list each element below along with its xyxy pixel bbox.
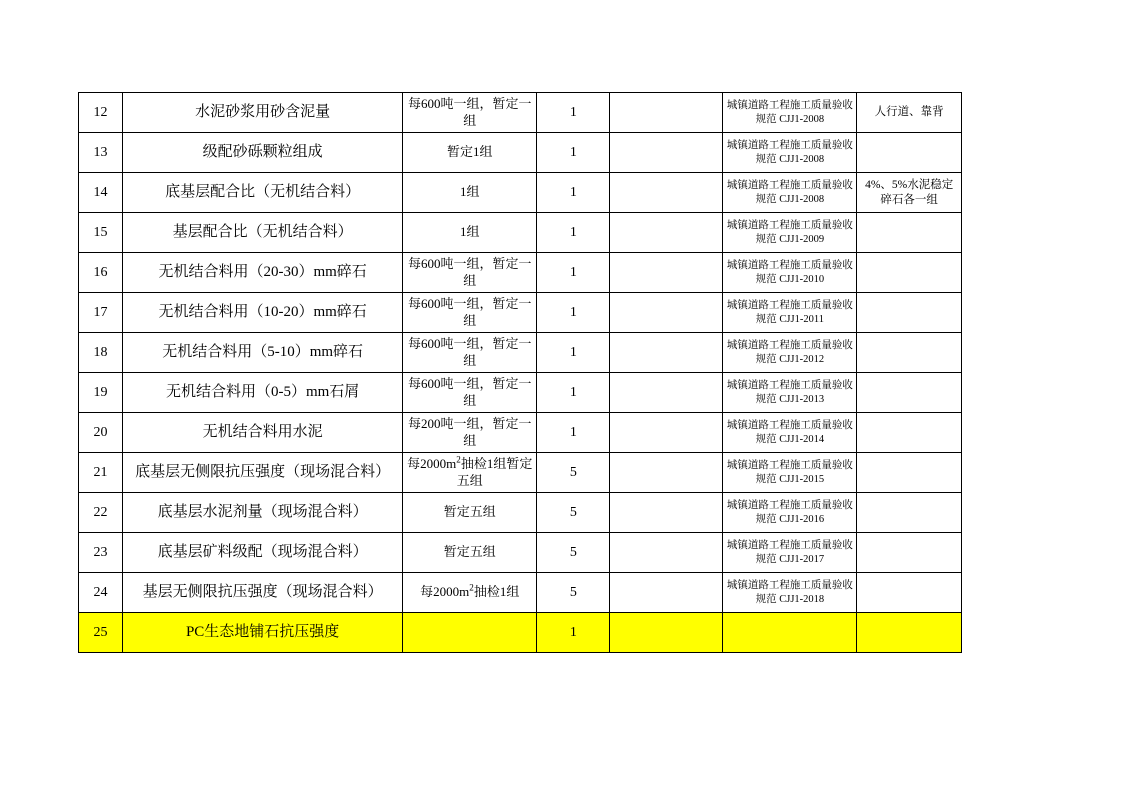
cell-item: 底基层配合比（无机结合料）	[122, 173, 402, 213]
cell-remark	[857, 293, 962, 333]
cell-frequency: 暂定五组	[403, 493, 537, 533]
table-row	[79, 493, 962, 533]
cell-blank	[610, 253, 723, 293]
cell-quantity: 1	[537, 253, 610, 293]
cell-frequency: 每600吨一组，暂定一组	[403, 293, 537, 333]
table-row	[79, 613, 962, 653]
cell-quantity: 1	[537, 293, 610, 333]
cell-quantity: 5	[537, 493, 610, 533]
cell-no: 15	[79, 213, 123, 253]
cell-no: 24	[79, 573, 123, 613]
cell-item: 基层无侧限抗压强度（现场混合料）	[122, 573, 402, 613]
cell-no: 21	[79, 453, 123, 493]
inspection-plan-sheet	[78, 92, 962, 653]
table-row	[79, 293, 962, 333]
cell-item: 级配砂砾颗粒组成	[122, 133, 402, 173]
cell-frequency: 暂定五组	[403, 533, 537, 573]
cell-remark	[857, 213, 962, 253]
cell-item: 无机结合料用（0-5）mm石屑	[122, 373, 402, 413]
table-row	[79, 253, 962, 293]
cell-blank	[610, 533, 723, 573]
cell-remark	[857, 333, 962, 373]
cell-no: 23	[79, 533, 123, 573]
cell-item: 底基层无侧限抗压强度（现场混合料）	[122, 453, 402, 493]
cell-no: 12	[79, 93, 123, 133]
cell-blank	[610, 173, 723, 213]
cell-standard: 城镇道路工程施工质量验收规范 CJJ1-2012	[723, 333, 857, 373]
cell-no: 13	[79, 133, 123, 173]
inspection-items-table	[78, 92, 962, 653]
cell-remark	[857, 453, 962, 493]
table-row	[79, 413, 962, 453]
cell-blank	[610, 333, 723, 373]
cell-frequency: 每$2000m^2$抽检1组	[403, 573, 537, 613]
cell-standard: 城镇道路工程施工质量验收规范 CJJ1-2017	[723, 533, 857, 573]
cell-standard: 城镇道路工程施工质量验收规范 CJJ1-2010	[723, 253, 857, 293]
cell-remark: 4%、5%水泥稳定碎石各一组	[857, 173, 962, 213]
cell-standard: 城镇道路工程施工质量验收规范 CJJ1-2008	[723, 133, 857, 173]
cell-frequency: 每600吨一组，暂定一组	[403, 373, 537, 413]
cell-remark	[857, 533, 962, 573]
cell-quantity: 1	[537, 173, 610, 213]
cell-blank	[610, 373, 723, 413]
cell-standard: 城镇道路工程施工质量验收规范 CJJ1-2018	[723, 573, 857, 613]
cell-item: 基层配合比（无机结合料）	[122, 213, 402, 253]
cell-item: 底基层矿料级配（现场混合料）	[122, 533, 402, 573]
table-row	[79, 373, 962, 413]
cell-item: 无机结合料用（10-20）mm碎石	[122, 293, 402, 333]
cell-item: 无机结合料用（20-30）mm碎石	[122, 253, 402, 293]
cell-quantity: 1	[537, 373, 610, 413]
table-row	[79, 453, 962, 493]
cell-standard	[723, 613, 857, 653]
cell-standard: 城镇道路工程施工质量验收规范 CJJ1-2013	[723, 373, 857, 413]
cell-quantity: 5	[537, 533, 610, 573]
cell-standard: 城镇道路工程施工质量验收规范 CJJ1-2008	[723, 93, 857, 133]
cell-blank	[610, 133, 723, 173]
cell-blank	[610, 93, 723, 133]
cell-quantity: 5	[537, 453, 610, 493]
cell-quantity: 1	[537, 333, 610, 373]
cell-quantity: 1	[537, 133, 610, 173]
cell-no: 14	[79, 173, 123, 213]
cell-frequency: 1组	[403, 213, 537, 253]
cell-remark	[857, 373, 962, 413]
cell-frequency: 每600吨一组，暂定一组	[403, 333, 537, 373]
cell-remark	[857, 413, 962, 453]
cell-standard: 城镇道路工程施工质量验收规范 CJJ1-2015	[723, 453, 857, 493]
cell-quantity: 1	[537, 93, 610, 133]
cell-item: 底基层水泥剂量（现场混合料）	[122, 493, 402, 533]
cell-frequency: 每$2000m^2$抽检1组暂定五组	[403, 453, 537, 493]
cell-standard: 城镇道路工程施工质量验收规范 CJJ1-2009	[723, 213, 857, 253]
cell-item: 无机结合料用水泥	[122, 413, 402, 453]
table-row	[79, 173, 962, 213]
cell-standard: 城镇道路工程施工质量验收规范 CJJ1-2014	[723, 413, 857, 453]
cell-quantity: 1	[537, 213, 610, 253]
cell-frequency	[403, 613, 537, 653]
cell-blank	[610, 613, 723, 653]
cell-item: PC生态地铺石抗压强度	[122, 613, 402, 653]
cell-blank	[610, 293, 723, 333]
cell-no: 16	[79, 253, 123, 293]
cell-no: 19	[79, 373, 123, 413]
cell-quantity: 1	[537, 613, 610, 653]
cell-remark: 人行道、靠背	[857, 93, 962, 133]
cell-no: 17	[79, 293, 123, 333]
table-row	[79, 573, 962, 613]
cell-item: 水泥砂浆用砂含泥量	[122, 93, 402, 133]
cell-quantity: 5	[537, 573, 610, 613]
cell-standard: 城镇道路工程施工质量验收规范 CJJ1-2016	[723, 493, 857, 533]
table-row	[79, 533, 962, 573]
cell-remark	[857, 573, 962, 613]
cell-item: 无机结合料用（5-10）mm碎石	[122, 333, 402, 373]
cell-no: 25	[79, 613, 123, 653]
table-body	[79, 93, 962, 653]
cell-no: 18	[79, 333, 123, 373]
table-row	[79, 333, 962, 373]
cell-blank	[610, 413, 723, 453]
cell-blank	[610, 453, 723, 493]
cell-remark	[857, 613, 962, 653]
table-row	[79, 213, 962, 253]
cell-blank	[610, 573, 723, 613]
cell-standard: 城镇道路工程施工质量验收规范 CJJ1-2008	[723, 173, 857, 213]
cell-remark	[857, 253, 962, 293]
cell-standard: 城镇道路工程施工质量验收规范 CJJ1-2011	[723, 293, 857, 333]
table-row	[79, 93, 962, 133]
cell-frequency: 暂定1组	[403, 133, 537, 173]
cell-frequency: 1组	[403, 173, 537, 213]
cell-frequency: 每600吨一组，暂定一组	[403, 253, 537, 293]
cell-blank	[610, 493, 723, 533]
cell-frequency: 每600吨一组，暂定一组	[403, 93, 537, 133]
cell-frequency: 每200吨一组，暂定一组	[403, 413, 537, 453]
cell-quantity: 1	[537, 413, 610, 453]
cell-blank	[610, 213, 723, 253]
cell-remark	[857, 133, 962, 173]
cell-no: 20	[79, 413, 123, 453]
table-row	[79, 133, 962, 173]
cell-remark	[857, 493, 962, 533]
cell-no: 22	[79, 493, 123, 533]
